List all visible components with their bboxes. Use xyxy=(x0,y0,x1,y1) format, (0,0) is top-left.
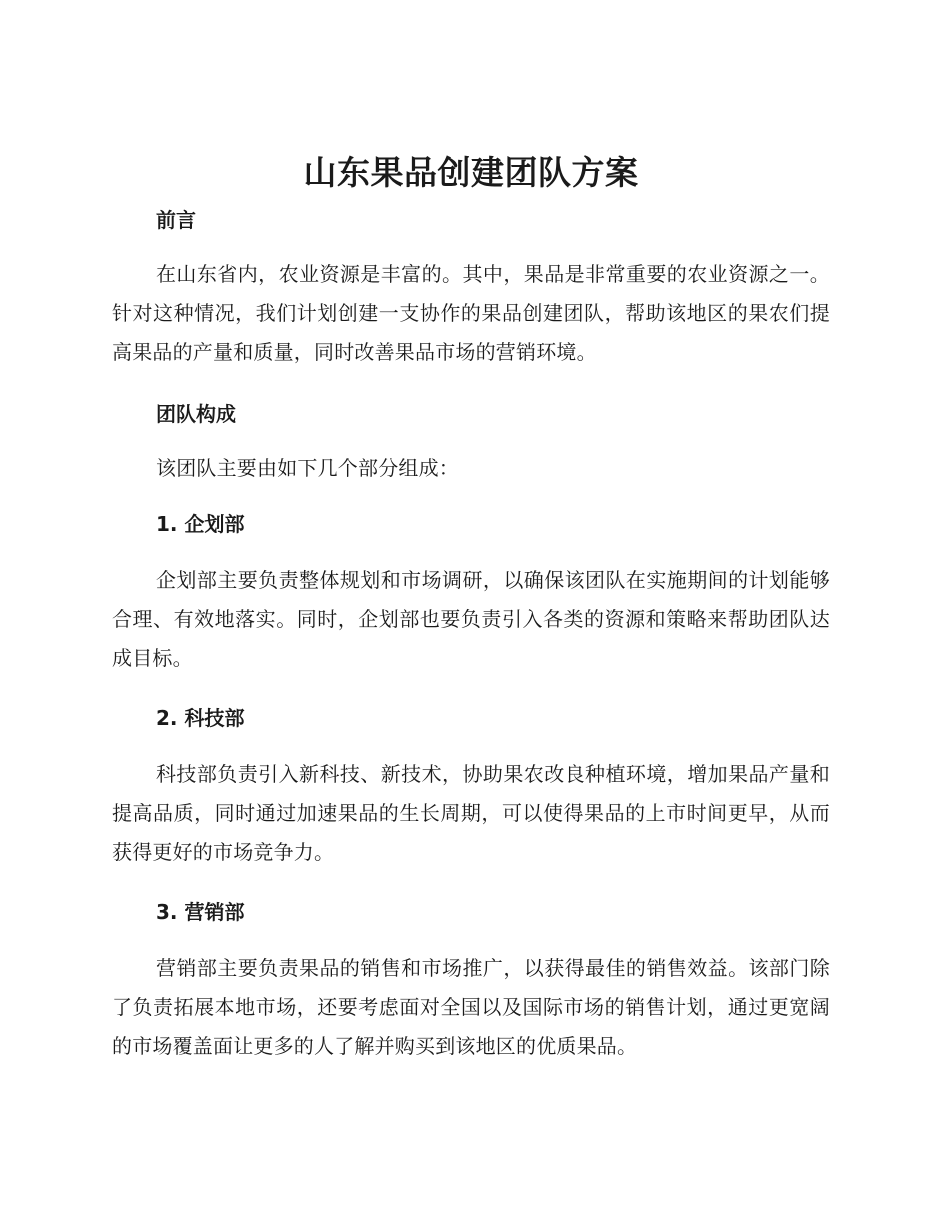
section-paragraph-preface: 在山东省内，农业资源是丰富的。其中，果品是非常重要的农业资源之一。针对这种情况，我们计划创建一支协作的果品创建团队，帮助该地区的果农们提高果品的产量和质量，同时改善果品市场的营销环境。 xyxy=(112,262,830,364)
section-heading-technology-dept: 2. 科技部 xyxy=(156,706,245,730)
section-paragraph-technology-dept: 科技部负责引入新科技、新技术，协助果农改良种植环境，增加果品产量和提高品质，同时通过加速果品的生长周期，可以使得果品的上市时间更早，从而获得更好的市场竞争力。 xyxy=(112,762,830,864)
section-heading-team-composition: 团队构成 xyxy=(156,402,236,426)
section-paragraph-planning-dept: 企划部主要负责整体规划和市场调研，以确保该团队在实施期间的计划能够合理、有效地落实。同时，企划部也要负责引入各类的资源和策略来帮助团队达成目标。 xyxy=(112,568,830,670)
section-paragraph-marketing-dept: 营销部主要负责果品的销售和市场推广，以获得最佳的销售效益。该部门除了负责拓展本地市场，还要考虑面对全国以及国际市场的销售计划，通过更宽阔的市场覆盖面让更多的人了解并购买到该地区的优质果品。 xyxy=(112,956,830,1058)
section-heading-preface: 前言 xyxy=(156,208,196,232)
section-paragraph-team-composition: 该团队主要由如下几个部分组成： xyxy=(156,456,459,480)
section-heading-marketing-dept: 3. 营销部 xyxy=(156,900,245,924)
section-heading-planning-dept: 1. 企划部 xyxy=(156,512,245,536)
document-title: 山东果品创建团队方案 xyxy=(303,153,639,192)
